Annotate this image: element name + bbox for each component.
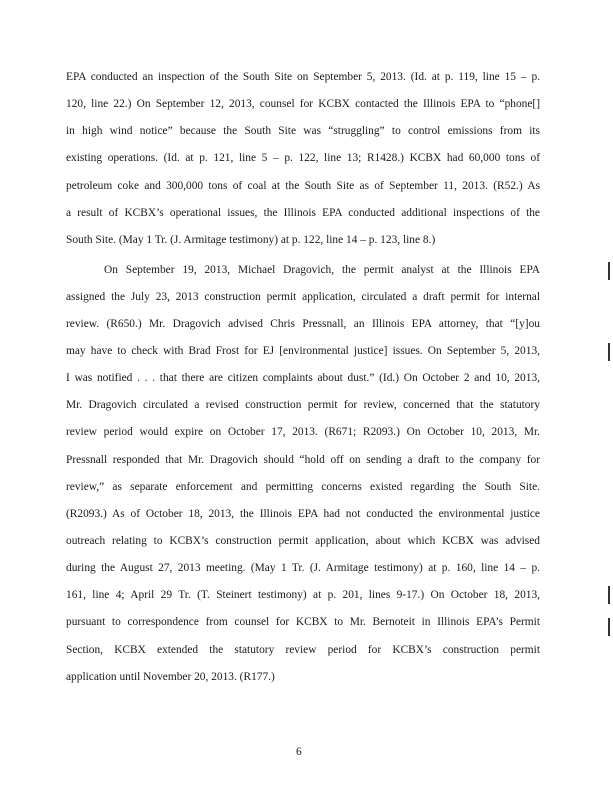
text-line: Mr. Dragovich circulated a revised construction permit for review, concerned that the statutory bbox=[66, 399, 540, 411]
text-line: may have to check with Brad Frost for EJ [environmental justice] issues. On September 5, 2013, bbox=[66, 345, 540, 357]
margin-change-bar bbox=[608, 262, 610, 280]
text-line: 161, line 4; April 29 Tr. (T. Steinert testimony) at p. 201, lines 9-17.) On October 18, 2013, bbox=[66, 589, 540, 601]
text-line: assigned the July 23, 2013 construction permit application, circulated a draft permit for internal bbox=[66, 291, 540, 303]
text-line: review period would expire on October 17, 2013. (R671; R2093.) On October 10, 2013, Mr. bbox=[66, 426, 540, 438]
text-line: pursuant to correspondence from counsel for KCBX to Mr. Bernoteit in Illinois EPA’s Permit bbox=[66, 616, 540, 628]
text-line: during the August 27, 2013 meeting. (May 1 Tr. (J. Armitage testimony) at p. 160, line 14 – p. bbox=[66, 562, 540, 574]
margin-change-bar bbox=[608, 586, 610, 604]
text-line: outreach relating to KCBX’s construction permit application, about which KCBX was advised bbox=[66, 535, 540, 547]
text-line: review,” as separate enforcement and permitting concerns existed regarding the South Site. bbox=[66, 481, 540, 493]
text-line: EPA conducted an inspection of the South Site on September 5, 2013. (Id. at p. 119, line 15 – p. bbox=[66, 71, 540, 83]
text-line: I was notified . . . that there are citizen complaints about dust.” (Id.) On October 2 and 10, 2013, bbox=[66, 372, 540, 384]
paragraph-first-line: On September 19, 2013, Michael Dragovich, the permit analyst at the Illinois EPA bbox=[104, 264, 540, 276]
text-line: existing operations. (Id. at p. 121, line 5 – p. 122, line 13; R1428.) KCBX had 60,000 tons of bbox=[66, 152, 540, 164]
text-line: a result of KCBX’s operational issues, the Illinois EPA conducted additional inspections of the bbox=[66, 207, 540, 219]
text-line: (R2093.) As of October 18, 2013, the Illinois EPA had not conducted the environmental justice bbox=[66, 508, 540, 520]
page-number: 6 bbox=[296, 746, 302, 758]
margin-change-bar bbox=[608, 618, 610, 636]
text-line: in high wind notice” because the South Site was “struggling” to control emissions from its bbox=[66, 125, 540, 137]
text-line: review. (R650.) Mr. Dragovich advised Chris Pressnall, an Illinois EPA attorney, that “[y]ou bbox=[66, 318, 540, 330]
text-line: Pressnall responded that Mr. Dragovich should “hold off on sending a draft to the company for bbox=[66, 454, 540, 466]
text-line: Section, KCBX extended the statutory review period for KCBX’s construction permit bbox=[66, 644, 540, 656]
text-line: 120, line 22.) On September 12, 2013, counsel for KCBX contacted the Illinois EPA to “phone[] bbox=[66, 98, 540, 110]
text-line: application until November 20, 2013. (R177.) bbox=[66, 671, 275, 683]
text-line: petroleum coke and 300,000 tons of coal at the South Site as of September 11, 2013. (R52.) As bbox=[66, 180, 540, 192]
margin-change-bar bbox=[608, 343, 610, 361]
text-line: South Site. (May 1 Tr. (J. Armitage testimony) at p. 122, line 14 – p. 123, line 8.) bbox=[66, 234, 436, 246]
